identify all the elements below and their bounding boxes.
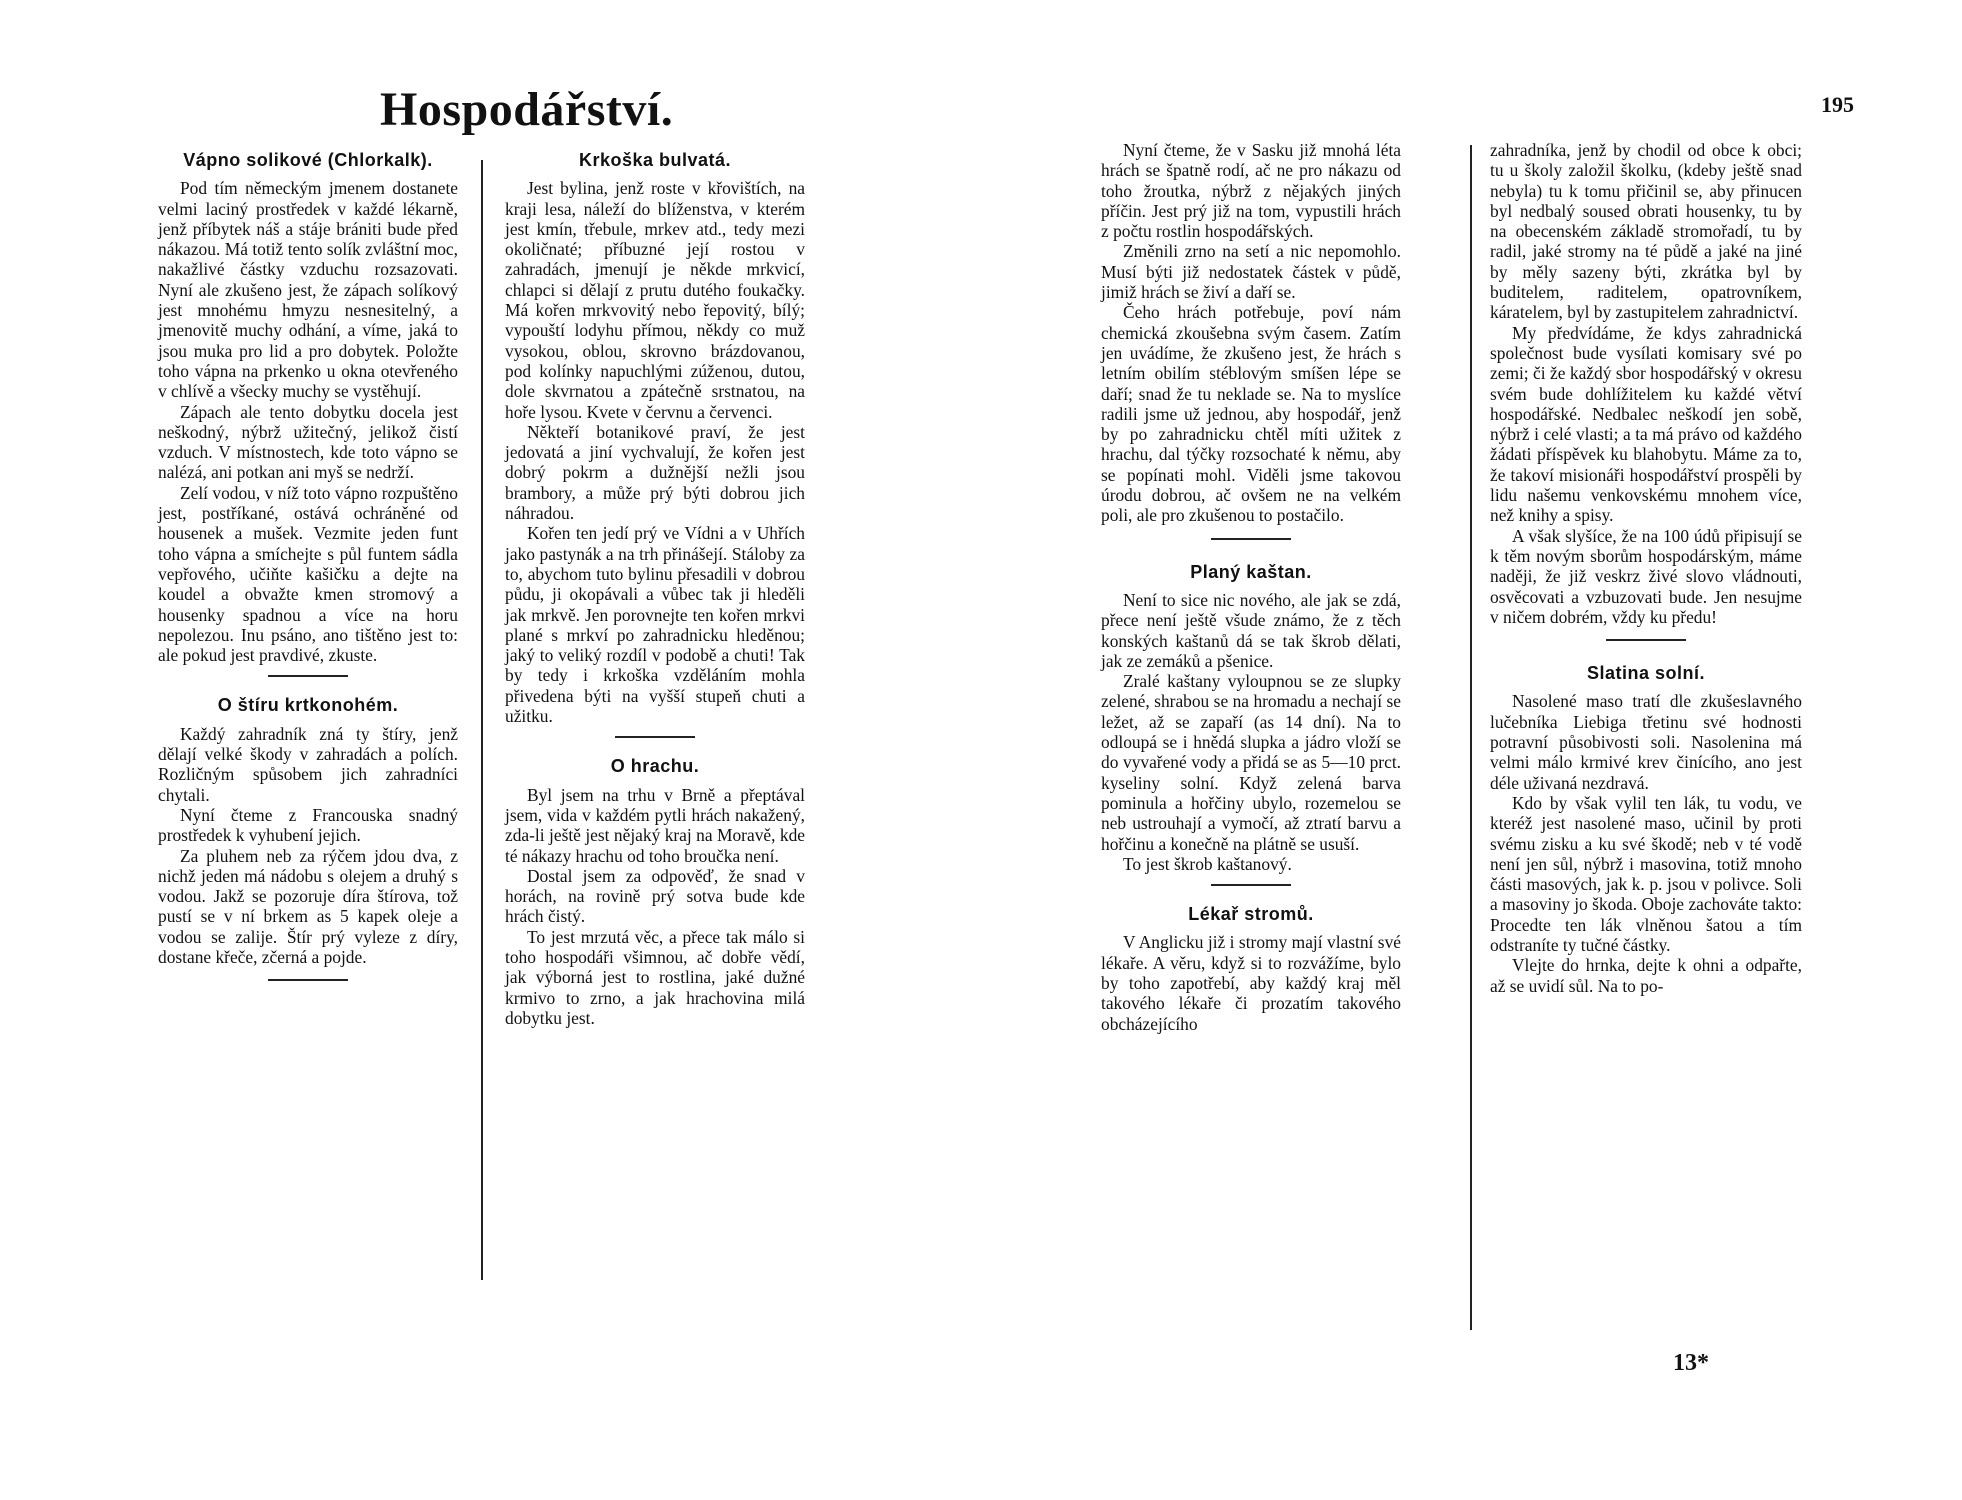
section-heading-slatina: Slatina solní. [1586, 663, 1706, 684]
paragraph: Změnili zrno na setí a nic nepomohlo. Musí býti již nedostatek částek v půdě, jimiž hrách se živí a daří se. [1101, 241, 1401, 303]
paragraph: A však slyšíce, že na 100 údů připisují se k těm novým sborům hospodárským, máme naději, že již veskrz živé slovo vládnouti, osvěcovati a vzbuzovati bude. Jen nesujme v ničem dobrém, vždy ku předu! [1490, 525, 1802, 627]
right-column-2 [1490, 140, 1802, 996]
paragraph: Zralé kaštany vyloupnou se ze slupky zelené, shrabou se na hromadu a nechají se ležet, až se zapaří (as 14 dní). Na to odloupá se i hnědá slupka a jádro vloží se do vyvařené vody a přidá se as 5—10 prct. kyseliny solní. Když zelená barva pominula a hořčiny ubylo, rozemelou se neb ustrouhají a vymočí, až ztratí barvu a hořčinu a konečně na plátně se usuší. [1101, 671, 1401, 854]
paragraph: Zápach ale tento dobytku docela jest neškodný, nýbrž užitečný, jelikož čistí vzduch. V místnostech, kde toto vápno se nalézá, ani potkan ani myš se nedrží. [158, 401, 458, 483]
paragraph: Čeho hrách potřebuje, poví nám chemická zkoušebna svým časem. Zatím jen uvádíme, že zkušeno jest, že hrách s letním obilím stéblovým smíšen lépe se daří; snad že tu neklade se. Na to myslíce radili jsme už jednou, aby hospodář, jenž by po zahradnicku chtěl míti užitek z hrachu, dal týčky rozsochaté k němu, aby se popínati mohl. Viděli jsme takovou úrodu dobrou, ač ovšem ne na velkém poli, ale pro zkušenou to postačilo. [1101, 302, 1401, 526]
paragraph: Kořen ten jedí prý ve Vídni a v Uhřích jako pastynák a na trh přinášejí. Stáloby za to, abychom tuto bylinu přesadili v dobrou půdu, ji okopávali a vůbec tak ji hleděli jak mrkvě. Jen porovnejte ten kořen mrkvi plané s mrkví po zahradnicku hleděnou; jaký to veliký rozdíl v podobě a chuti! Tak by tedy i krkoška vzděláním mohla přivedena býti na vyšší stupeň chuti a užitku. [505, 523, 805, 727]
paragraph: Není to sice nic nového, ale jak se zdá, přece není ještě všude známo, že z těch konských kaštanů dá se tak škrob dělati, jak ze zemáků a pšenice. [1101, 589, 1401, 671]
right-page [981, 0, 1962, 1500]
paragraph: Nyní čteme, že v Sasku již mnohá léta hrách se špatně rodí, ač ne pro nákazu od toho žroutka, nýbrž z nějakých jiných příčin. Jest prý již na tom, vypustili hrách z počtu rostlin hospodářských. [1101, 140, 1401, 242]
paragraph: Vlejte do hrnka, dejte k ohni a odpařte, až se uvidí sůl. Na to po- [1490, 955, 1802, 996]
paragraph: To jest škrob kaštanový. [1123, 853, 1292, 874]
paragraph: Pod tím německým jmenem dostanete velmi laciný prostředek v každé lékarně, jenž příbytek náš a stáje brániti bude před nákazou. Má totiž tento solík zvláštní moc, nakažlivé částky vzduchu rozsazovati. Nyní ale zkušeno jest, že zápach solíkový jest mnohému hmyzu nesnesitelný, a jmenovitě muchy odhání, a víme, jaká to jsou muka pro lid a pro dobytek. Položte toho vápna na prkenko u okna otevřeného v chlívě a všecky muchy se vystěhují. [158, 178, 458, 402]
section-heading-kastan: Planý kaštan. [1190, 561, 1312, 582]
right-column-1 [1101, 140, 1401, 1034]
left-column-2 [505, 150, 805, 1028]
left-column-1 [158, 150, 458, 1003]
page-number: 195 [1821, 92, 1854, 117]
section-heading-vapno: Vápno solikové (Chlorkalk). [183, 150, 433, 170]
paragraph: V Anglicku již i stromy mají vlastní své lékaře. A věru, když si to rozvážíme, bylo by toho zapotřebí, aby každý kraj měl takového lékaře či prozatím takového obcházejícího [1101, 932, 1401, 1034]
paragraph: zahradníka, jenž by chodil od obce k obci; tu u školy založil školku, (kdeby ještě snad nebyla) tu k tomu přičinil se, aby přinucen byl nedbalý soused obrati housenky, tu by na obecenském základě stromořadí, tu by radil, jaké stromy na té půdě a jaké na jiné by měly sazeny býti, zkrátka byl by buditelem, raditelem, opatrovníkem, káratelem, byl by zastupitelem zahradnictví. [1490, 140, 1802, 323]
separator-rule [1606, 639, 1686, 641]
paragraph: Někteří botanikové praví, že jest jedovatá a jiní vychvalují, že kořen jest dobrý pokrm a dužnější nežli jsou brambory, a může prý býti dobrou jich náhradou. [505, 421, 805, 524]
section-heading-stir: O štíru krtkonohém. [217, 695, 399, 716]
separator-rule [615, 736, 695, 738]
paragraph: Zelí vodou, v níž toto vápno rozpuštěno jest, postříkané, ostává ochráněné od housenek a mušek. Vezmite jeden funt toho vápna a smíchejte s půl funtem sádla vepřového, učiňte kašičku a dejte na koudel a obvažte kmen stromový a housenky spadnou a více na horu nepolezou. Inu psáno, ano tištěno jest to: ale pokud jest pravdivé, zkuste. [158, 482, 458, 666]
page-title: Hospodářství. [380, 83, 674, 136]
separator-rule [1211, 884, 1291, 886]
paragraph: My předvídáme, že kdys zahradnická společnost bude vysílati komisary své po zemi; či že každý sbor hospodářský v okresu svém bude dohlížitelem ku každé větví hospodářské. Nedbalec neškodí jen sobě, nýbrž i celé vlasti; a ta má právo od každého žádati příspěvek ku blahobytu. Máme za to, že takoví misionáři hospodářství prospěli by lidu našemu venkovskému mnohem více, než knihy a spisy. [1490, 322, 1802, 526]
paragraph: Každý zahradník zná ty štíry, jenž dělají velké škody v zahradách a polích. Rozličným spůsobem jich zahradníci chytali. [158, 723, 458, 805]
signature-mark: 13* [1673, 1350, 1709, 1376]
column-divider [481, 160, 483, 1280]
paragraph: Za pluhem neb za rýčem jdou dva, z nichž jeden má nádobu s olejem a druhý s vodou. Jakž se pozoruje díra štírova, tož pustí se v ní brkem as 5 kapek oleje a vodou se zalije. Štír prý vyleze z díry, dostane křeče, zčerná a pojde. [158, 845, 458, 967]
paragraph: Nyní čteme z Francouska snadný prostředek k vyhubení jejich. [158, 804, 458, 846]
separator-rule [1211, 538, 1291, 540]
section-heading-hrach: O hrachu. [610, 756, 700, 777]
paragraph: To jest mrzutá věc, a přece tak málo si toho hospodáři všimnou, ač dobře vědí, jak výborná jest to rostlina, jaké dužné krmivo to zrno, a jak hrachovina milá dobytku jest. [505, 926, 805, 1028]
separator-rule [268, 979, 348, 981]
section-heading-lekar: Lékař stromů. [1188, 904, 1314, 925]
separator-rule [268, 675, 348, 677]
paragraph: Byl jsem na trhu v Brně a přeptával jsem, vida v každém pytli hrách nakažený, zda-li ještě jest nějaký kraj na Moravě, kde té nákazy hrachu od toho broučka není. [505, 784, 805, 866]
section-heading-krkoska: Krkoška bulvatá. [578, 150, 732, 170]
column-divider [1470, 145, 1472, 1330]
paragraph: Dostal jsem za odpověď, že snad v horách, na rovině prý sotva bude kde hrách čistý. [505, 865, 805, 927]
paragraph: Jest bylina, jenž roste v křovištích, na kraji lesa, náleží do blíženstva, v kterém jest kmín, třebule, mrkev atd., tedy mezi okoličnaté; příbuzné její rostou v zahradách, jmenují je někde mrkvicí, chlapci si dělají z prutu dutého foukačky. Má kořen mrkvovitý nebo řepovitý, bílý; vypouští lodyhu přímou, někdy co muž vysokou, oblou, skrovno brázdovanou, pod kolínky napuchlými zúženou, dutou, dole skvrnatou a zpátečně srstnatou, na hoře lysou. Kvete v červnu a červenci. [505, 178, 805, 422]
paragraph: Nasolené maso tratí dle zkušeslavného lučebníka Liebiga třetinu své hodnosti potravní působivosti soli. Nasolenina má velmi málo krmivé krev činícího, ano jest déle uživaná nezdravá. [1490, 691, 1802, 793]
paragraph: Kdo by však vylil ten lák, tu vodu, ve kteréž jest nasolené maso, učinil by proti svému zisku a ku své škodě; neb v té vodě není jen sůl, nýbrž i masovina, totiž mnoho části masových, jak k. p. jsou v polivce. Soli a masoviny jo škoda. Oboje zachováte takto: Procedte ten lák vlněnou šatou a tím odstraníte ty tučné částky. [1490, 792, 1802, 955]
